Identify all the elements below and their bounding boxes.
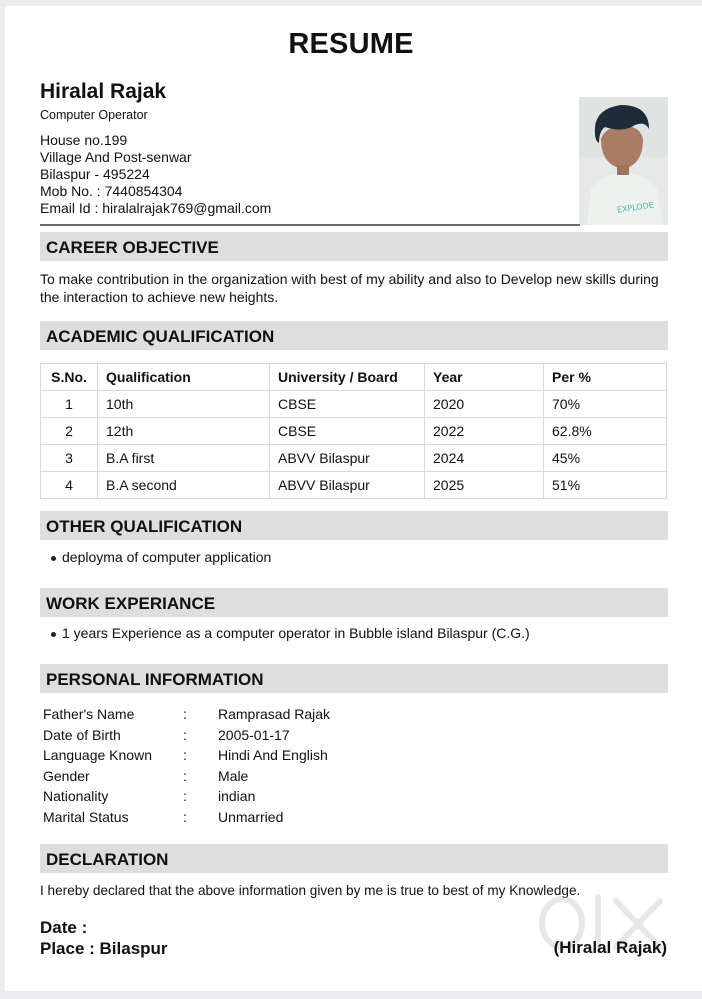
profile-photo (579, 97, 668, 225)
email-address: Email Id : hiralalrajak769@gmail.com (40, 200, 272, 216)
column-header: Year (425, 364, 544, 391)
address-line-house: House no.199 (40, 132, 128, 148)
cell-percent: 70% (544, 391, 667, 418)
declaration-text: I hereby declared that the above information given by me is true to best of my Knowledge. (40, 883, 581, 898)
place-label: Place : Bilaspur (40, 939, 168, 958)
column-header: Qualification (98, 364, 270, 391)
profile-photo-icon (579, 97, 668, 225)
field-label: Language Known (43, 747, 152, 764)
column-header: S.No. (41, 364, 98, 391)
section-header-other-qualification (40, 511, 668, 540)
cell-sno: 1 (41, 391, 98, 418)
field-separator: : (183, 706, 187, 722)
cell-year: 2022 (425, 418, 544, 445)
cell-board: CBSE (270, 391, 425, 418)
field-value: Unmarried (218, 808, 284, 825)
cell-qualification: 10th (98, 391, 270, 418)
section-title: DECLARATION (46, 850, 169, 869)
section-title: OTHER QUALIFICATION (46, 517, 243, 536)
cell-year: 2024 (425, 445, 544, 472)
cell-board: ABVV Bilaspur (270, 472, 425, 499)
section-title: CAREER OBJECTIVE (46, 238, 219, 257)
section-header-declaration (40, 844, 668, 873)
cell-board: CBSE (270, 418, 425, 445)
header-divider (40, 224, 580, 226)
cell-qualification: B.A second (98, 472, 270, 499)
cell-percent: 62.8% (544, 418, 667, 445)
cell-qualification: B.A first (98, 445, 270, 472)
field-label: Gender (43, 767, 90, 784)
mobile-number: Mob No. : 7440854304 (40, 183, 183, 199)
section-header-personal-information (40, 664, 668, 693)
cell-percent: 51% (544, 472, 667, 499)
section-title: ACADEMIC QUALIFICATION (46, 327, 275, 346)
section-header-work-experience (40, 588, 668, 617)
cell-board: ABVV Bilaspur (270, 445, 425, 472)
field-label: Nationality (43, 788, 109, 805)
list-item: deployma of computer application (62, 549, 272, 565)
academic-table (40, 363, 667, 499)
field-value: indian (218, 788, 256, 805)
address-line-city: Bilaspur - 495224 (40, 166, 150, 182)
address-line-village: Village And Post-senwar (40, 149, 192, 165)
table-row (41, 418, 667, 445)
column-header: Per % (544, 364, 667, 391)
section-title: WORK EXPERIANCE (46, 594, 216, 613)
field-value: Hindi And English (218, 747, 328, 764)
field-label: Father's Name (43, 706, 135, 722)
field-label: Date of Birth (43, 726, 121, 743)
column-header: University / Board (270, 364, 425, 391)
svg-text:EXPLODE: EXPLODE (616, 200, 655, 215)
field-label: Marital Status (43, 808, 129, 825)
field-separator: : (183, 747, 187, 764)
field-separator: : (183, 767, 187, 784)
table-row (41, 391, 667, 418)
date-label: Date : (40, 918, 88, 937)
table-header-row (41, 364, 667, 391)
contact-block (40, 132, 271, 217)
candidate-role: Computer Operator (40, 108, 148, 122)
cell-year: 2025 (425, 472, 544, 499)
cell-sno: 2 (41, 418, 98, 445)
list-item: 1 years Experience as a computer operator in Bubble island Bilaspur (C.G.) (62, 625, 530, 641)
table-row (41, 472, 667, 499)
cell-qualification: 12th (98, 418, 270, 445)
field-separator: : (183, 726, 187, 743)
career-objective-text: To make contribution in the organization with best of my ability and also to Develop new skills during the interaction to achieve new heights. (40, 271, 659, 305)
field-separator: : (183, 808, 187, 825)
field-value: 2005-01-17 (218, 726, 290, 743)
table-row (41, 445, 667, 472)
section-header-academic-qualification (40, 321, 668, 350)
cell-year: 2020 (425, 391, 544, 418)
cell-sno: 4 (41, 472, 98, 499)
cell-sno: 3 (41, 445, 98, 472)
section-title: PERSONAL INFORMATION (46, 670, 264, 689)
candidate-name: Hiralal Rajak (40, 80, 167, 103)
section-header-career-objective (40, 232, 668, 261)
signature-name: (Hiralal Rajak) (553, 938, 667, 957)
document-title: RESUME (288, 28, 414, 60)
cell-percent: 45% (544, 445, 667, 472)
field-value: Ramprasad Rajak (218, 706, 331, 722)
field-value: Male (218, 767, 249, 784)
field-separator: : (183, 788, 187, 805)
